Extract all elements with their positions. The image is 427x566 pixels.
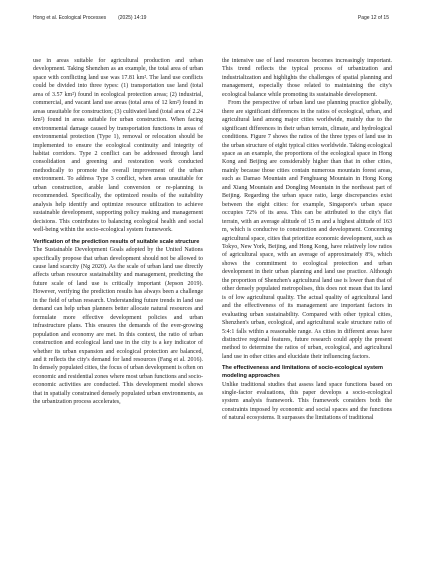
section-heading: The effectiveness and limitations of socio-ecological system modeling approaches [222, 365, 384, 379]
paragraph: The Sustainable Development Goals adopted by the United Nations specifically propose that urban development should not be allowed to cause land scarcity (Ng 2020). As the scale of urban land use directly affects urban resource sustainability and management, predicting the future scale of land use is critically important (Jepson 2019). However, verifying the prediction results has always been a challenge in the field of urban research. Understanding future trends in land use demand can help urban planners better allocate natural resources and formulate more effective development policies and urban infrastructure plans. This ensures the demands of the ever-growing population and economy are met. In this context, the ratio of urban construction and ecological land use in the city is a key indicator of whether its urban expansion and ecological protection are balanced, and it reflects the city's demand for land resources (Fang et al. 2016). In densely populated cities, the focus of urban development is often on economic and residential zones where most urban functions and socio-economic activities are conducted. This development model shows that in spatially constrained densely populated urban environments, as the urbanization process accelerates, [33, 247, 203, 406]
paragraph: the intensive use of land resources becomes increasingly important. This trend reflects the typical process of urbanization and industrialization and highlights the challenges of spatial planning and management, especially those related to maintaining the city's ecological balance while promoting its sustainable development. [222, 58, 392, 98]
page-number: Page 12 of 15 [357, 15, 389, 21]
year-volume: (2025) 14:19 [118, 15, 147, 21]
running-header [33, 15, 146, 22]
paragraph: Unlike traditional studies that assess land space functions based on single-factor evaluations, this paper develops a socio-ecological system analysis framework. This framework considers both the constraints imposed by economic and social spaces and the functions of natural ecosystems. It surpasses the limitations of traditional [222, 381, 392, 422]
journal-name: Hong et al. Ecological Processes [33, 15, 107, 21]
paragraph: From the perspective of urban land use planning practice globally, there are significant differences in the ratios of ecological, urban, and agricultural land among major cities worldwide, mainly due to the significant differences in their urban terrain, climate, and hydrological conditions. Figure 7 shows the ratios of the three types of land use in the urban structure of eight typical cities worldwide. Taking ecological space as an example, the proportions of the ecological space in Hong Kong and Beijing are considerably higher than that in other cities, mainly because those cities contain numerous mountain forest areas, such as Damao Mountain and Fenghuang Mountain in Hong Kong and Xiang Mountain and Dongling Mountain in the northeast part of Beijing. Regarding the urban space ratio, large discrepancies exist between the eight cities: for example, Singapore's urban space occupies 72% of its area. This can be attributed to the city's flat terrain, with an average altitude of 15 m and a highest altitude of 163 m, which is conducive to construction and development. Concerning agricultural space, cities that prioritize economic development, such as Tokyo, New York, Beijing, and Hong Kong, have relatively low ratios of agricultural space, with an average of approximately 8%, which shows the commitment to ecological protection and urban development in their urban planning and land use practice. Although the proportion of Shenzhen's agricultural land use is lower than that of other densely populated metropolises, this does not mean that its land is of low agricultural quality. The actual quality of agricultural land and the effectiveness of its management are important factors in evaluating urban sustainability. Compared with other typical cities, Shenzhen's urban, ecological, and agricultural scale structure ratio of 5:4:1 falls within a reasonable range. As cities in different areas have distinctive regional features, future research could apply the present method to determine the ratios of urban, ecological, and agricultural land use in other cities and elucidate their influencing factors. [222, 100, 392, 360]
right-column [222, 57, 392, 423]
section-heading: Verification of the prediction results of suitable scale structure [33, 238, 200, 245]
left-column [33, 57, 203, 407]
paragraph: use in areas suitable for agricultural production and urban development. Taking Shenzhen as an example, the total area of urban space with conflicting land use was 17.81 km². The land use conflicts could be divided into three types: (1) transportation use land (total area of 3.57 km²) found in ecological protection areas; (2) industrial, commercial, and vacant land use areas (total area of 12 km²) found in areas unsuitable for construction; (3) cultivated land (total area of 2.24 km²) found in areas suitable for urban construction. When facing environmental damage caused by transportation functions in areas of environmental protection (Type 1), removal or relocation should be implemented to ensure the ecological continuity and integrity of habitat corridors. Type 2 conflict can be addressed through land consolidation and greening and restoration work conducted methodically to promote the overall improvement of the urban environment. To address Type 3 conflict, when areas unsuitable for urban construction, arable land conversion or re-planning is recommended. Specifically, the optimized results of the suitability analysis help identify and optimize resource utilization to achieve sustainable development, supporting policy making and management decisions. This contributes to balancing ecological health and social well-being within the socio-ecological system framework. [33, 58, 203, 234]
